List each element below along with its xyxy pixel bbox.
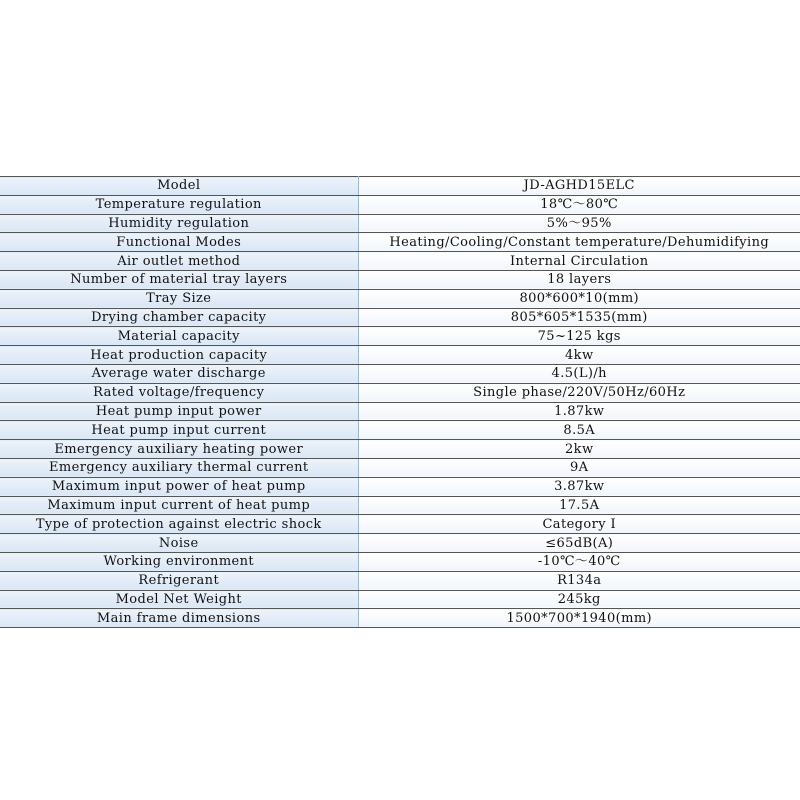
- value-cell: Internal Circulation: [358, 252, 800, 271]
- value-cell: 18 layers: [358, 270, 800, 289]
- parameter-cell: Humidity regulation: [0, 214, 358, 233]
- parameter-cell: Number of material tray layers: [0, 270, 358, 289]
- table-row: [0, 515, 800, 534]
- value-cell: 9A: [358, 458, 800, 477]
- value-cell: 805*605*1535(mm): [358, 308, 800, 327]
- value-cell: 4kw: [358, 346, 800, 365]
- table-row: [0, 458, 800, 477]
- parameter-cell: Noise: [0, 534, 358, 553]
- parameter-cell: Drying chamber capacity: [0, 308, 358, 327]
- value-cell: 245kg: [358, 590, 800, 609]
- spec-table: [0, 176, 800, 628]
- value-cell: 18℃～80℃: [358, 195, 800, 214]
- parameter-cell: Air outlet method: [0, 252, 358, 271]
- table-row: [0, 571, 800, 590]
- table-row: [0, 177, 800, 196]
- table-row: [0, 252, 800, 271]
- parameter-cell: Temperature regulation: [0, 195, 358, 214]
- table-row: [0, 440, 800, 459]
- parameter-cell: Model Net Weight: [0, 590, 358, 609]
- table-row: [0, 346, 800, 365]
- table-row: [0, 534, 800, 553]
- value-cell: 800*600*10(mm): [358, 289, 800, 308]
- parameter-cell: Heat production capacity: [0, 346, 358, 365]
- parameter-cell: Emergency auxiliary thermal current: [0, 458, 358, 477]
- value-cell: Heating/Cooling/Constant temperature/Dehumidifying: [358, 233, 800, 252]
- parameter-cell: Heat pump input power: [0, 402, 358, 421]
- value-cell: 5%～95%: [358, 214, 800, 233]
- parameter-cell: Emergency auxiliary heating power: [0, 440, 358, 459]
- parameter-cell: Main frame dimensions: [0, 609, 358, 628]
- value-cell: 3.87kw: [358, 477, 800, 496]
- table-row: [0, 552, 800, 571]
- table-row: [0, 402, 800, 421]
- value-cell: 4.5(L)/h: [358, 364, 800, 383]
- table-row: [0, 289, 800, 308]
- table-row: [0, 308, 800, 327]
- value-cell: 1.87kw: [358, 402, 800, 421]
- value-cell: JD-AGHD15ELC: [358, 177, 800, 196]
- value-cell: 75~125 kgs: [358, 327, 800, 346]
- value-cell: 8.5A: [358, 421, 800, 440]
- table-row: [0, 421, 800, 440]
- parameter-cell: Average water discharge: [0, 364, 358, 383]
- spec-table-body: [0, 177, 800, 628]
- value-cell: Single phase/220V/50Hz/60Hz: [358, 383, 800, 402]
- value-cell: R134a: [358, 571, 800, 590]
- value-cell: -10℃～40℃: [358, 552, 800, 571]
- value-cell: 17.5A: [358, 496, 800, 515]
- table-row: [0, 327, 800, 346]
- value-cell: ≤65dB(A): [358, 534, 800, 553]
- parameter-cell: Model: [0, 177, 358, 196]
- parameter-cell: Functional Modes: [0, 233, 358, 252]
- table-row: [0, 383, 800, 402]
- parameter-cell: Tray Size: [0, 289, 358, 308]
- parameter-cell: Working environment: [0, 552, 358, 571]
- table-row: [0, 364, 800, 383]
- table-row: [0, 477, 800, 496]
- parameter-cell: Maximum input current of heat pump: [0, 496, 358, 515]
- table-row: [0, 496, 800, 515]
- parameter-cell: Heat pump input current: [0, 421, 358, 440]
- table-row: [0, 233, 800, 252]
- table-row: [0, 195, 800, 214]
- parameter-cell: Type of protection against electric shock: [0, 515, 358, 534]
- table-row: [0, 270, 800, 289]
- parameter-cell: Maximum input power of heat pump: [0, 477, 358, 496]
- table-row: [0, 214, 800, 233]
- table-row: [0, 609, 800, 628]
- parameter-cell: Material capacity: [0, 327, 358, 346]
- value-cell: 1500*700*1940(mm): [358, 609, 800, 628]
- parameter-cell: Refrigerant: [0, 571, 358, 590]
- table-row: [0, 590, 800, 609]
- value-cell: Category I: [358, 515, 800, 534]
- value-cell: 2kw: [358, 440, 800, 459]
- parameter-cell: Rated voltage/frequency: [0, 383, 358, 402]
